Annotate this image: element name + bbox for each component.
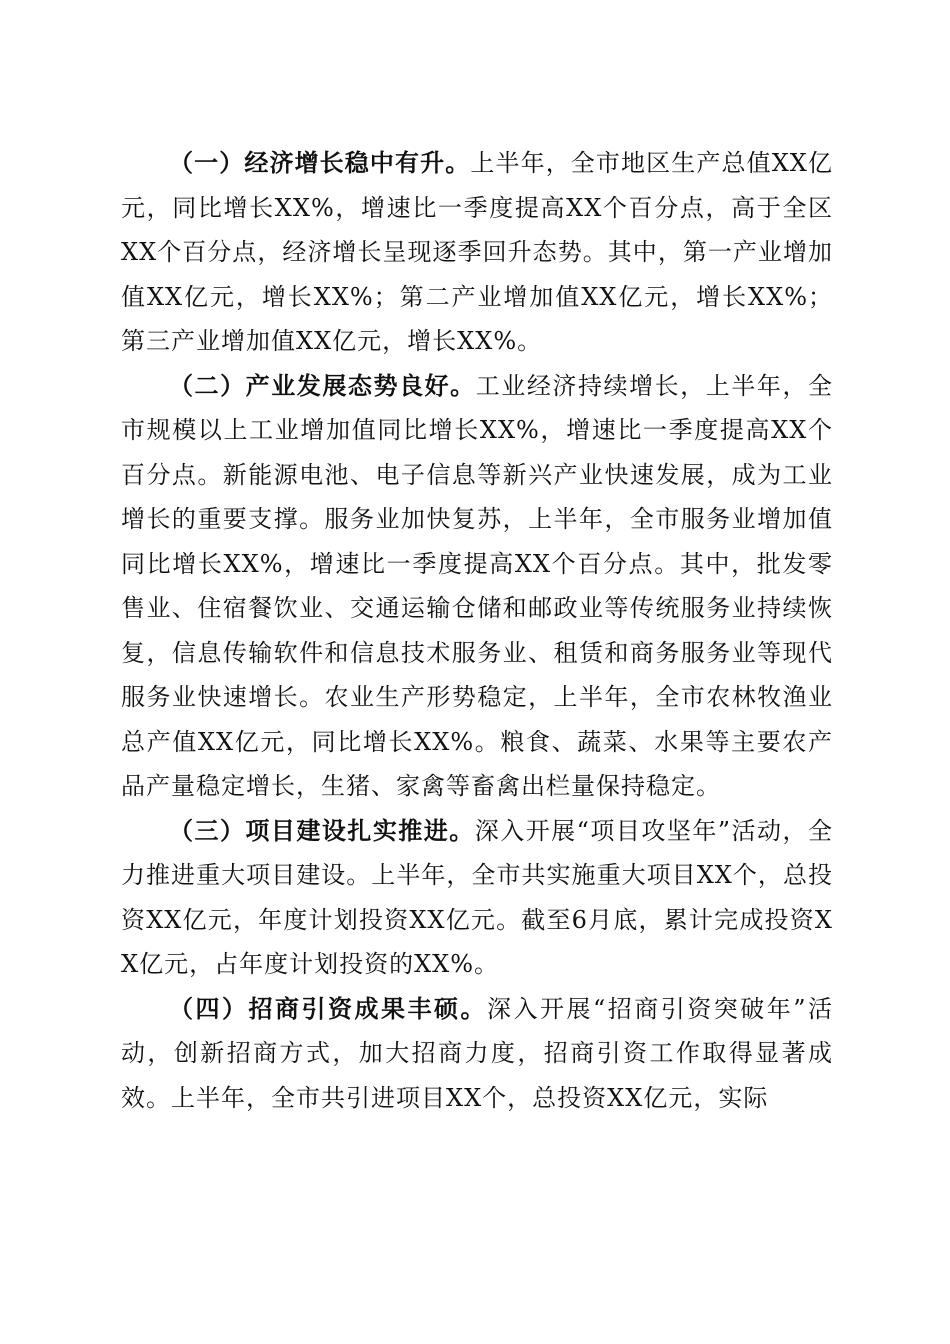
paragraph-heading: （四）招商引资成果丰硕。 (169, 994, 487, 1023)
paragraph-economic-growth (121, 141, 833, 364)
paragraph-text: 工业经济持续增长，上半年，全市规模以上工业增加值同比增长XX%，增速比一季度提高XX个百分点。新能源电池、电子信息等新兴产业快速发展，成为工业增长的重要支撑。服务业加快复苏，上半年，全市服务业增加值同比增长XX%，增速比一季度提高XX个百分点。其中，批发零售业、住宿餐饮业、交通运输仓储和邮政业等传统服务业持续恢复，信息传输软件和信息技术服务业、租赁和商务服务业等现代服务业快速增长。农业生产形势稳定，上半年，全市农林牧渔业总产值XX亿元，同比增长XX%。粮食、蔬菜、水果等主要农产品产量稳定增长，生猪、家禽等畜禽出栏量保持稳定。 (121, 371, 834, 800)
paragraph-project-construction (121, 809, 833, 987)
paragraph-heading: （二）产业发展态势良好。 (169, 371, 476, 400)
document-body (121, 141, 833, 1120)
paragraph-industry-development (121, 364, 833, 809)
paragraph-text: 深入开展“招商引资突破年”活动，创新招商方式，加大招商力度，招商引资工作取得显著成效。上半年，全市共引进项目XX个，总投资XX亿元，实际 (121, 994, 833, 1112)
paragraph-heading: （三）项目建设扎实推进。 (169, 816, 475, 845)
paragraph-investment-attraction (121, 987, 833, 1121)
paragraph-text: 深入开展“项目攻坚年”活动，全力推进重大项目建设。上半年，全市共实施重大项目XX个，总投资XX亿元，年度计划投资XX亿元。截至6月底，累计完成投资XX亿元，占年度计划投资的XX%。 (121, 816, 833, 978)
paragraph-text: 上半年，全市地区生产总值XX亿元，同比增长XX%，增速比一季度提高XX个百分点，高于全区XX个百分点，经济增长呈现逐季回升态势。其中，第一产业增加值XX亿元，增长XX%；第二产业增加值XX亿元，增长XX%；第三产业增加值XX亿元，增长XX%。 (121, 149, 834, 355)
paragraph-heading: （一）经济增长稳中有升。 (169, 149, 471, 177)
